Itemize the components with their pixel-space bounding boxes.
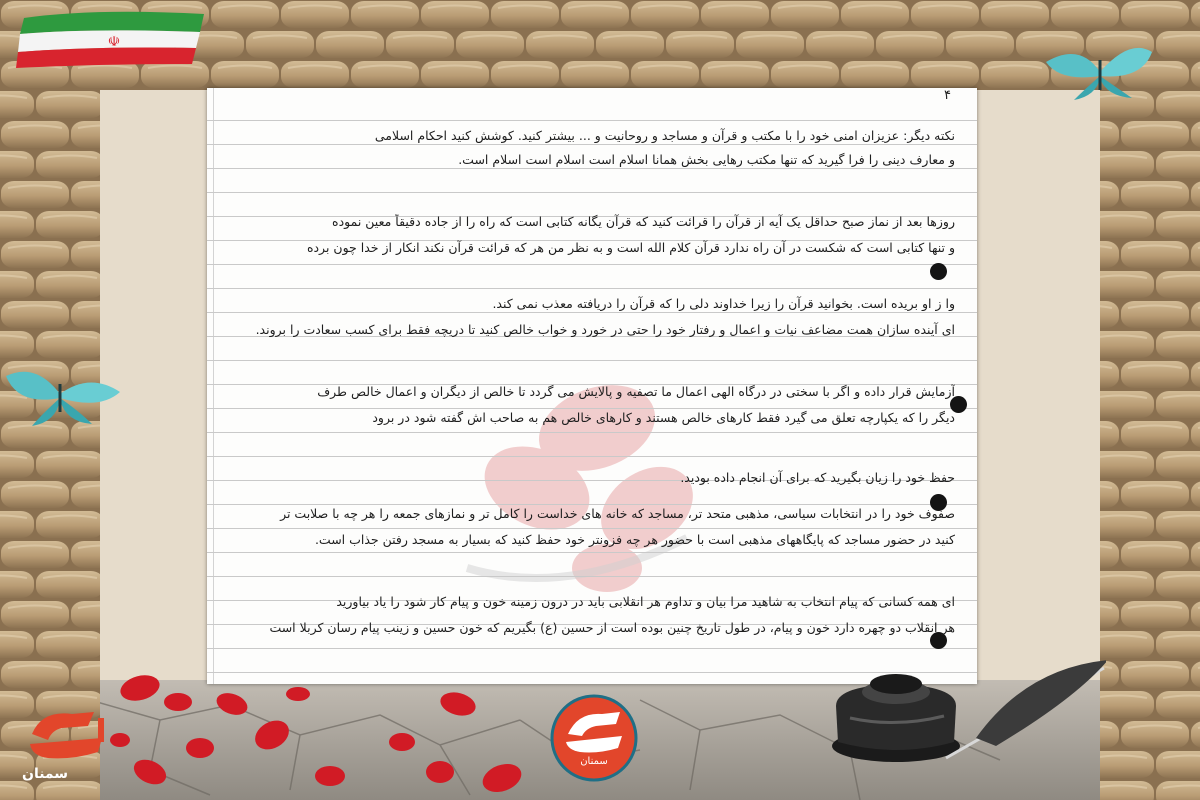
paper-rule bbox=[207, 576, 977, 577]
letter-line: ای آینده سازان همت مضاعف نیات و اعمال و رفتار خود را حتی در خورد و خواب خالص کنید تا دریچه فقط برای کسب سعادت را بروند. bbox=[255, 322, 955, 337]
paper-rule bbox=[207, 456, 977, 457]
logo-city-label: سمنان bbox=[580, 756, 608, 767]
butterfly-icon bbox=[2, 362, 124, 428]
paper-rule bbox=[207, 528, 977, 529]
paper-rule bbox=[207, 552, 977, 553]
paper-rule bbox=[207, 264, 977, 265]
paper-rule bbox=[207, 432, 977, 433]
navid-shahed-logo[interactable] bbox=[22, 704, 112, 794]
binder-hole bbox=[930, 263, 947, 280]
paper-rule bbox=[207, 312, 977, 313]
letter-line: هر انقلاب دو چهره دارد خون و پیام، در طول تاریخ چنین بوده است از حسین (ع) بگیریم که خون حسین و زینب پیام رسان کربلا است bbox=[269, 620, 955, 635]
letter-line: دیگر را که یکپارچه تعلق می گیرد فقط کارهای خالص هستند و کارهای خالص هم به صاحب اش گفته شود در برود bbox=[372, 410, 955, 425]
letter-line: و معارف دینی را فرا گیرید که تنها مکتب رهایی بخش همانا اسلام است اسلام است اسلام است. bbox=[458, 152, 955, 167]
letter-line: نکته دیگر: عزیزان امنی خود را با مکتب و قرآن و مساجد و روحانیت و ... بیشتر کنید. کوشش کنید احکام اسلامی bbox=[374, 128, 955, 143]
logo-mark-icon bbox=[22, 704, 112, 774]
svg-text:☫: ☫ bbox=[107, 34, 121, 50]
letter-line: وا ز او بریده است. بخوانید قرآن را زیرا خداوند دلی را که قرآن را دریافته معذب نمی کند. bbox=[492, 296, 955, 311]
logo-badge-icon bbox=[550, 694, 638, 782]
letter-line: ای همه کسانی که پیام انتخاب به شاهید مرا بیان و تداوم هر انقلابی باید در درون زمینه خون و پیام کار شود را یاد بیاورید bbox=[336, 594, 955, 609]
iran-flag-icon bbox=[14, 6, 214, 68]
paper-rule bbox=[207, 120, 977, 121]
letter-page bbox=[207, 88, 977, 684]
paper-rule bbox=[207, 144, 977, 145]
butterfly-icon bbox=[1040, 38, 1160, 104]
navid-shahed-round-logo[interactable] bbox=[550, 694, 638, 782]
inkwell-icon bbox=[826, 658, 1106, 768]
paper-rule bbox=[207, 648, 977, 649]
letter-line: روزها بعد از نماز صبح حداقل یک آیه از قرآن را قرائت کنید که قرآن یگانه کتابی است که راه را از جاده دقیقاً معین نموده bbox=[332, 214, 955, 229]
margin-line bbox=[213, 88, 214, 684]
letter-line: کنید در حضور مساجد که پایگاههای مذهبی است با حضور هر چه فزونتر خود حفظ کنید که بسیار به مسجد رفتن جذاب است. bbox=[314, 532, 955, 547]
paper-rule bbox=[207, 504, 977, 505]
paper-rule bbox=[207, 408, 977, 409]
letter-line: آزمایش قرار داده و اگر با سختی در درگاه الهی اعمال ما تصفیه و پالایش می گردد تا خالص از دیگران و اعمال خالص طرف bbox=[317, 384, 955, 399]
paper-rule bbox=[207, 192, 977, 193]
logo-city-label: سمنان bbox=[22, 766, 69, 782]
rose-watermark-icon bbox=[447, 338, 767, 638]
letter-line: صفوف خود را در انتخابات سیاسی، مذهبی متحد تر، مساجد که خانه های خداست را کامل تر و نمازهای جمعه را هر چه با صلابت تر bbox=[280, 506, 955, 521]
page-number: ۴ bbox=[944, 88, 951, 103]
paper-rule bbox=[207, 360, 977, 361]
paper-rule bbox=[207, 168, 977, 169]
letter-line: حفظ خود را زیان بگیرید که برای آن انجام داده بودید. bbox=[680, 470, 955, 485]
paper-rule bbox=[207, 288, 977, 289]
letter-line: و تنها کتابی است که شکست در آن راه ندارد قرآن کلام الله است و به نظر من هر که قرائت قرآن نکند انکار از خدا چون برده bbox=[306, 240, 955, 255]
